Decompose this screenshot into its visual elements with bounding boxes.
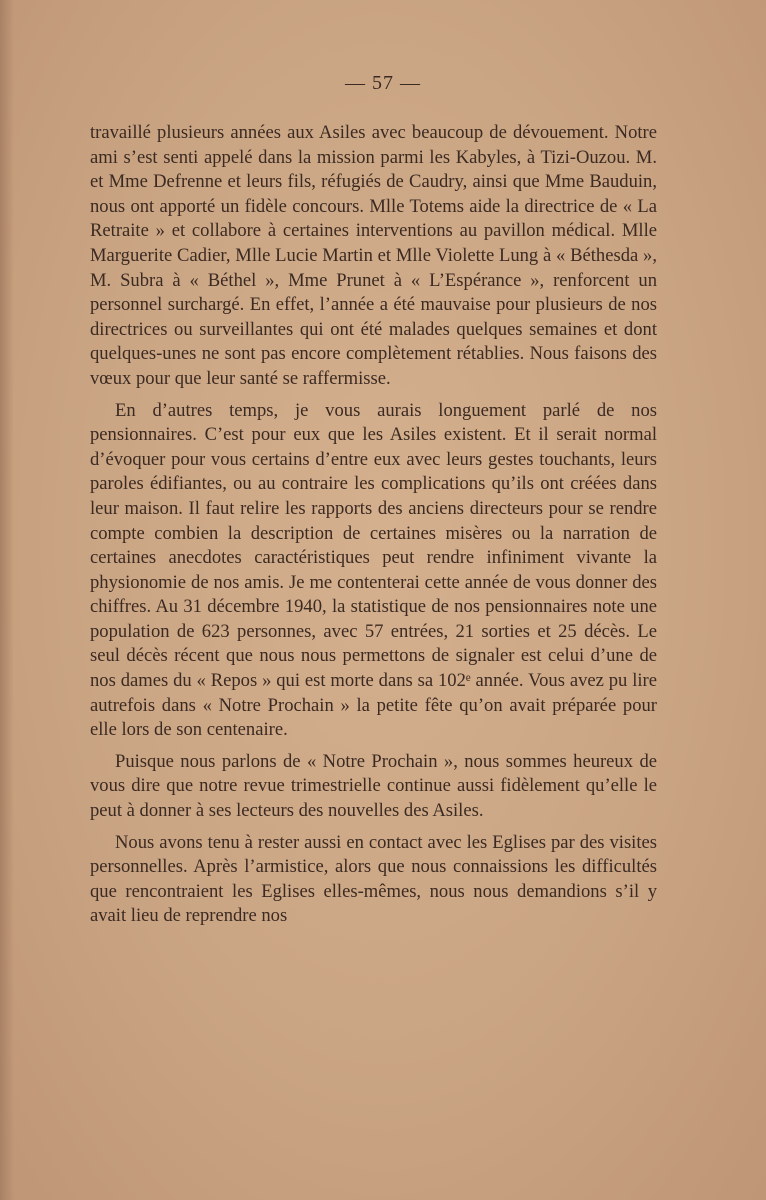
paragraph-notre-prochain: Puisque nous parlons de « Notre Prochain », nous sommes heureux de vous dire que notre revue trimestrielle continue aussi fidèlement qu’elle le peut à donner à ses lecteurs des nouvelles des Asiles. [90, 750, 657, 822]
page-edge-shadow [0, 0, 14, 1200]
page-number: — 57 — [345, 72, 421, 94]
paragraph-eglises: Nous avons tenu à rester aussi en contact avec les Eglises par des visites personnelles. Après l’armistice, alors que nous connaissions les difficultés que rencontraient les Eglises elles-mêmes, nous nous demandions s’il y avait lieu de reprendre nos [90, 831, 657, 927]
paragraph-continued: travaillé plusieurs années aux Asiles avec beaucoup de dévouement. Notre ami s’est senti appelé dans la mission parmi les Kabyles, à Tizi-Ouzou. M. et Mme Defrenne et leurs fils, réfugiés de Caudry, ainsi que Mme Bauduin, nous ont apporté un fidèle concours. Mlle Totems aide la directrice de « La Retraite » et collabore à certaines interventions au pavillon médical. Mlle Marguerite Cadier, Mlle Lucie Martin et Mlle Violette Lung à « Béthesda », M. Subra à « Béthel », Mme Prunet à « L’Espérance », renforcent un personnel surchargé. En effet, l’année a été mauvaise pour plusieurs de nos directrices ou surveillantes qui ont été malades quelques semaines et dont quelques-unes ne sont pas encore complètement rétablies. Nous faisons des vœux pour que leur santé se raffermisse. [90, 122, 657, 389]
paragraph-pensionnaires: En d’autres temps, je vous aurais longuement parlé de nos pensionnaires. C’est pour eux que les Asiles existent. Et il serait normal d’évoquer pour vous certains d’entre eux avec leurs gestes touchants, leurs paroles édifiantes, ou au contraire les complications qu’ils ont créées dans leur maison. Il faut relire les rapports des anciens directeurs pour se rendre compte combien la description de certaines misères ou la narration de certaines anecdotes caractéristiques peut rendre infiniment vivante la physionomie de nos amis. Je me contenterai cette année de vous donner des chiffres. Au 31 décembre 1940, la statistique de nos pensionnaires note une population de 623 personnes, avec 57 entrées, 21 sorties et 25 décès. Le seul décès récent que nous nous permettons de signaler est celui d’une de nos dames du « Repos » qui est morte dans sa 102ᵉ année. Vous avez pu lire autrefois dans « Notre Prochain » la petite fête qu’on avait préparée pour elle lors de son centenaire. [90, 399, 657, 741]
body-text [90, 121, 657, 929]
